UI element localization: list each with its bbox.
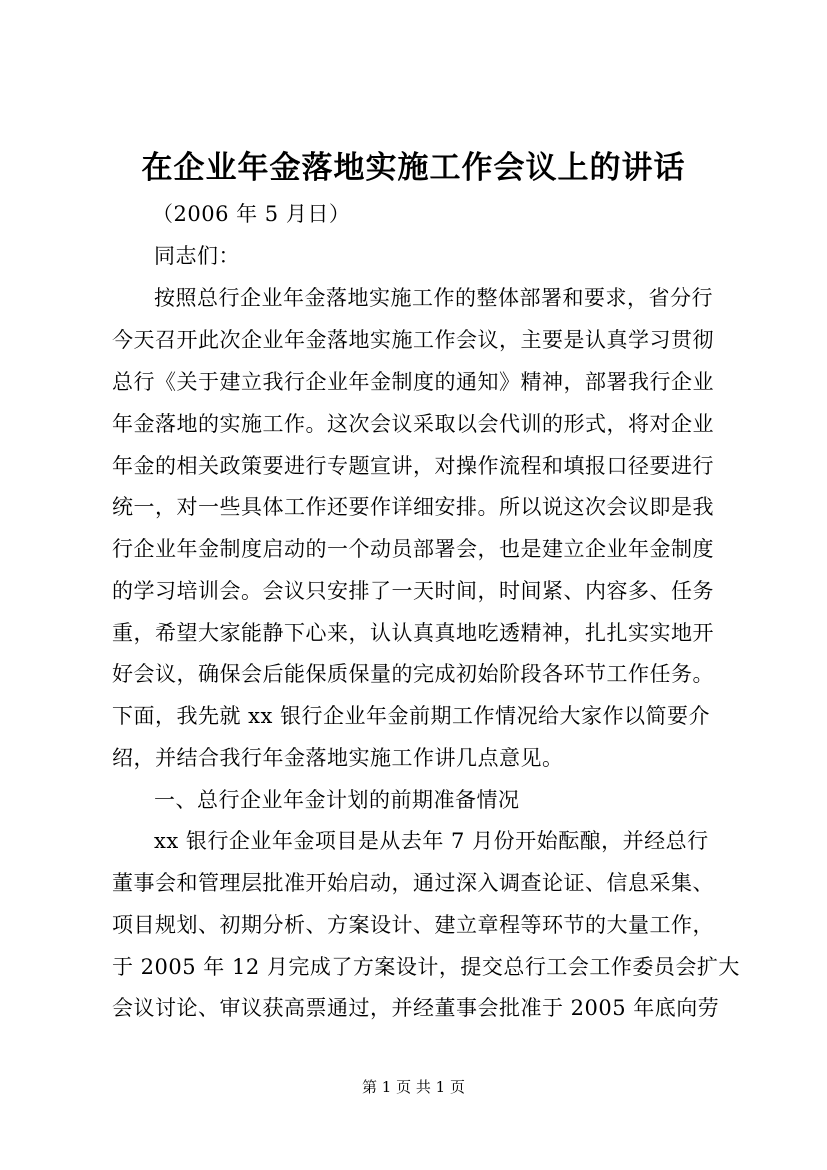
paragraph-line: 会议讨论、审议获高票通过，并经董事会批准于 2005 年底向劳 bbox=[112, 996, 720, 1020]
page-title: 在企业年金落地实施工作会议上的讲话 bbox=[141, 150, 686, 186]
paragraph-line: 的学习培训会。会议只安排了一天时间，时间紧、内容多、任务 bbox=[112, 579, 714, 603]
paragraph-line: 于 2005 年 12 月完成了方案设计，提交总行工会工作委员会扩大 bbox=[112, 955, 740, 979]
salutation: 同志们： bbox=[154, 244, 240, 268]
page-number-footer: 第 1 页 共 1 页 bbox=[362, 1078, 465, 1096]
paragraph-line: 好会议，确保会后能保质保量的完成初始阶段各环节工作任务。 bbox=[112, 662, 714, 686]
paragraph-line: 按照总行企业年金落地实施工作的整体部署和要求，省分行 bbox=[154, 286, 713, 310]
paragraph-line: 绍，并结合我行年金落地实施工作讲几点意见。 bbox=[112, 746, 564, 770]
paragraph-line: 项目规划、初期分析、方案设计、建立章程等环节的大量工作， bbox=[112, 913, 714, 937]
paragraph-line: 年金的相关政策要进行专题宣讲，对操作流程和填报口径要进行 bbox=[112, 454, 714, 478]
paragraph-line: 总行《关于建立我行企业年金制度的通知》精神，部署我行企业 bbox=[112, 370, 714, 394]
paragraph-line: 董事会和管理层批准开始启动，通过深入调查论证、信息采集、 bbox=[112, 871, 714, 895]
paragraph-line: xx 银行企业年金项目是从去年 7 月份开始酝酿，并经总行 bbox=[154, 829, 709, 853]
paragraph-line: 下面，我先就 xx 银行企业年金前期工作情况给大家作以简要介 bbox=[112, 704, 711, 728]
speech-date: （2006 年 5 月日） bbox=[152, 202, 351, 226]
paragraph-line: 年金落地的实施工作。这次会议采取以会代训的形式，将对企业 bbox=[112, 412, 714, 436]
paragraph-line: 统一，对一些具体工作还要作详细安排。所以说这次会议即是我 bbox=[112, 495, 714, 519]
paragraph-line: 今天召开此次企业年金落地实施工作会议，主要是认真学习贯彻 bbox=[112, 328, 714, 352]
paragraph-line: 重，希望大家能静下心来，认认真真地吃透精神，扎扎实实地开 bbox=[112, 621, 714, 645]
section-heading: 一、总行企业年金计划的前期准备情况 bbox=[154, 788, 520, 812]
paragraph-line: 行企业年金制度启动的一个动员部署会，也是建立企业年金制度 bbox=[112, 537, 714, 561]
